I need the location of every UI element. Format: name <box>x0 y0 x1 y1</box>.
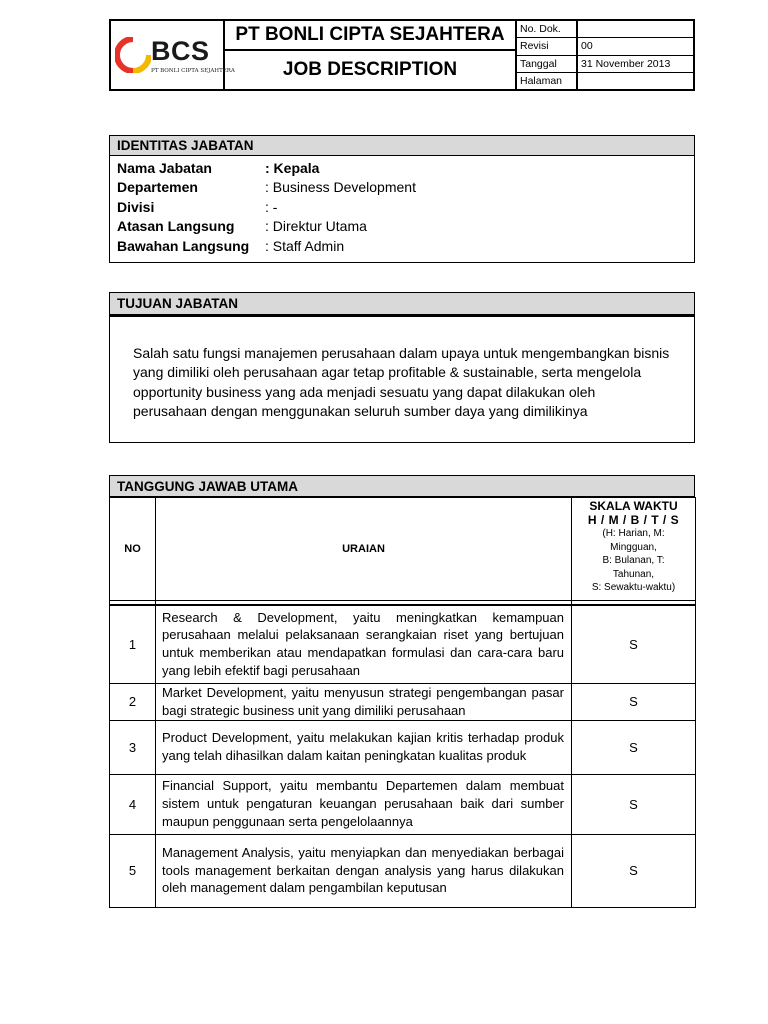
table-row <box>110 605 696 684</box>
row-schedule: S <box>572 684 696 721</box>
table-row <box>110 774 696 834</box>
section-title: TUJUAN JABATAN <box>109 292 695 315</box>
meta-value: 00 <box>581 40 593 53</box>
identity-value: : Direktur Utama <box>265 218 367 235</box>
skala-legend: Tahunan, <box>612 568 655 580</box>
identity-value: : Business Development <box>265 179 416 196</box>
identity-label: Bawahan Langsung <box>117 237 250 254</box>
column-header-no: NO <box>110 498 156 601</box>
row-description: Market Development, yaitu menyusun strategi pengembangan pasar bagi strategic business unit yang dimiliki perusahaan <box>156 684 572 721</box>
meta-row <box>517 56 693 73</box>
meta-label: Tanggal <box>517 56 578 72</box>
identity-row <box>117 217 687 237</box>
table-row <box>110 720 696 774</box>
skala-legend: S: Sewaktu-waktu) <box>591 582 676 593</box>
row-number: 2 <box>110 684 156 721</box>
company-logo <box>111 21 235 89</box>
table-row <box>110 834 696 907</box>
column-header-skala <box>572 498 696 601</box>
tujuan-section <box>109 292 695 443</box>
skala-legend: Mingguan, <box>610 541 657 553</box>
document-title: JOB DESCRIPTION <box>282 59 458 80</box>
meta-value <box>578 21 693 37</box>
title-block <box>225 21 517 89</box>
meta-row <box>517 38 693 55</box>
company-name: PT BONLI CIPTA SEJAHTERA <box>225 21 515 51</box>
identity-label: Atasan Langsung <box>117 218 235 235</box>
row-schedule: S <box>572 774 696 834</box>
row-number: 3 <box>110 720 156 774</box>
section-title: TANGGUNG JAWAB UTAMA <box>109 475 695 497</box>
identity-row <box>117 158 687 178</box>
document-meta <box>517 21 693 89</box>
identitas-section <box>109 135 695 263</box>
identity-label: Divisi <box>117 198 155 215</box>
meta-label: Revisi <box>517 38 578 54</box>
logo-subtext: PT BONLI CIPTA SEJAHTERA <box>151 68 235 74</box>
identity-label: Departemen <box>117 179 198 196</box>
meta-row <box>517 21 693 38</box>
meta-label: Halaman <box>517 73 578 89</box>
identity-value: : - <box>265 198 278 215</box>
skala-legend: B: Bulanan, T: <box>602 555 665 566</box>
row-schedule: S <box>572 605 696 684</box>
row-description: Research & Development, yaitu meningkatkan kemampuan perusahaan melalui pelaksanaan serangkaian riset yang bertujuan untuk memberikan atau mendapatkan formulasi dan cara-cara baru yang lebih efektif bagi perusahaan <box>156 605 572 684</box>
identity-value: : Staff Admin <box>265 237 345 254</box>
row-schedule: S <box>572 834 696 907</box>
section-title: IDENTITAS JABATAN <box>109 135 695 156</box>
table-row <box>110 684 696 721</box>
column-header-uraian: URAIAN <box>156 498 572 601</box>
meta-row <box>517 73 693 89</box>
identity-value: : Kepala <box>265 159 320 176</box>
identity-label: Nama Jabatan <box>117 159 212 176</box>
row-description: Product Development, yaitu melakukan kajian kritis terhadap produk yang telah dihasilkan dalam kaitan peningkatan kualitas produk <box>156 720 572 774</box>
table-header-row <box>110 498 696 601</box>
row-number: 1 <box>110 605 156 684</box>
tujuan-text: Salah satu fungsi manajemen perusahaan dalam upaya untuk mengembangkan bisnis yang dimiliki oleh perusahaan agar tetap profitable & sustainable, serta mengelola opportunity business yang ada menjadi sesuatu yang dapat dilakukan oleh perusahaan dengan menggunakan seluruh sumber daya yang dimilikinya <box>109 315 695 443</box>
identity-row <box>117 178 687 198</box>
meta-value: 31 November 2013 <box>581 57 671 70</box>
identity-row <box>117 236 687 256</box>
row-description: Management Analysis, yaitu menyiapkan dan menyediakan berbagai tools management berkaitan dengan analysis yang harus dilakukan oleh management dalam pengambilan keputusan <box>156 834 572 907</box>
meta-label: No. Dok. <box>517 21 578 37</box>
logo-text: BCS <box>151 36 210 66</box>
row-number: 5 <box>110 834 156 907</box>
document-header <box>109 19 695 91</box>
tanggung-jawab-section <box>109 475 695 908</box>
responsibility-table <box>109 497 696 908</box>
skala-legend: (H: Harian, M: <box>602 528 665 539</box>
identitas-body <box>109 156 695 263</box>
logo-ring-icon <box>115 37 151 73</box>
identity-row <box>117 197 687 217</box>
row-number: 4 <box>110 774 156 834</box>
meta-value <box>578 73 693 89</box>
row-description: Financial Support, yaitu membantu Departemen dalam membuat sistem untuk pengaturan keuangan perusahaan baik dari sumber maupun penggunaan serta pengelolaannya <box>156 774 572 834</box>
skala-codes: H / M / B / T / S <box>587 512 680 527</box>
row-schedule: S <box>572 720 696 774</box>
skala-title: SKALA WAKTU <box>589 499 678 513</box>
